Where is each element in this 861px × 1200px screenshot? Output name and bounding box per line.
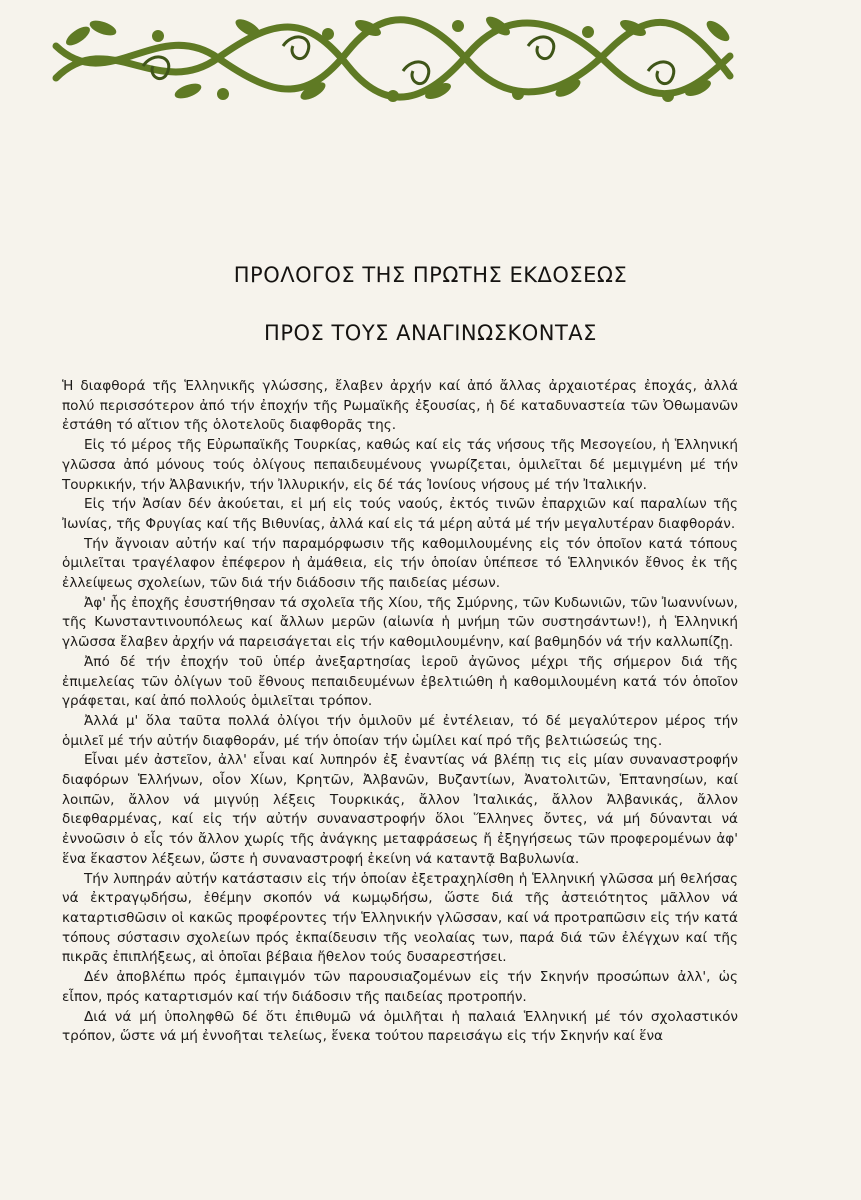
preface-body <box>62 377 738 1047</box>
paragraph: Δέν ἀποβλέπω πρός ἐμπαιγμόν τῶν παρουσιαζομένων εἰς τήν Σκηνήν προσώπων ἀλλ', ὡς εἶπον, πρός καταρτισμόν καί τήν διάδοσιν τῆς παιδείας προτροπήν. <box>62 969 738 1005</box>
paragraph: Τήν ἄγνοιαν αὐτήν καί τήν παραμόρφωσιν τῆς καθομιλουμένης εἰς τόν ὁποῖον κατά τόπους ὁμιλεῖται τραγέλαφον ἐπέφερον ἡ ἀμάθεια, εἰς τήν ὁποίαν ὑπέπεσε τό Ἑλληνικόν ἔθνος ἐκ τῆς ἐλλείψεως σχολείων, τῶν διά τήν διάδοσιν τῆς παιδείας μέσων. <box>62 535 738 592</box>
paragraph: Ἀφ' ἧς ἐποχῆς ἐσυστήθησαν τά σχολεῖα τῆς Χίου, τῆς Σμύρνης, τῶν Κυδωνιῶν, τῶν Ἰωαννίνων, τῆς Κωνσταντινουπόλεως καί ἄλλων μερῶν (αἰωνία ἡ μνήμη τῶν συστησάντων!), ἡ Ἑλληνική γλῶσσα ἔλαβεν ἀρχήν νά παρεισάγεται εἰς τήν καθομιλουμένην, καί βαθμηδόν νά τήν καλλωπίζῃ. <box>62 594 738 651</box>
paragraph: Εἶναι μέν ἀστεῖον, ἀλλ' εἶναι καί λυπηρόν ἐξ ἐναντίας νά βλέπῃ τις εἰς μίαν συναναστροφήν διαφόρων Ἑλλήνων, οἷον Χίων, Κρητῶν, Ἀλβανῶν, Βυζαντίων, Ἀνατολιτῶν, Ἑπτανησίων, καί λοιπῶν, ἄλλον νά μιγνύῃ λέξεις Τουρκικάς, ἄλλον Ἰταλικάς, ἄλλον Ἀλβανικάς, ἄλλον διεφθαρμένας, καί εἰς τήν αὐτήν συναναστροφήν ὅλοι Ἕλληνες ὄντες, νά μή δύνανται νά ἐννοῶσιν ὁ εἷς τόν ἄλλον χωρίς τῆς ἀνάγκης μεταφράσεως ἤ ἐξηγήσεως τῶν προφερομένων ἀφ' ἕνα ἕκαστον λέξεων, ὥστε ἡ συναναστροφή ἐκείνη νά καταντᾷ Βαβυλωνία. <box>62 752 738 867</box>
paragraph: Ἀπό δέ τήν ἐποχήν τοῦ ὑπέρ ἀνεξαρτησίας ἱεροῦ ἀγῶνος μέχρι τῆς σήμερον διά τῆς ἐπιμελείας τῶν ὀλίγων τοῦ ἔθνους πεπαιδευμένων ἐβελτιώθη ἡ καθομιλουμένη κατά τόν ὁποῖον γράφεται, καί ἀπό πολλούς ὁμιλεῖται τρόπον. <box>62 653 738 710</box>
paragraph: Διά νά μή ὑποληφθῶ δέ ὅτι ἐπιθυμῶ νά ὁμιλῆται ἡ παλαιά Ἑλληνική μέ τόν σχολαστικόν τρόπον, ὥστε νά μή ἐννοῆται τελείως, ἕνεκα τούτου παρεισάγω εἰς τήν Σκηνήν καί ἕνα <box>62 1008 738 1045</box>
paragraph: Εἰς τήν Ἀσίαν δέν ἀκούεται, εἰ μή εἰς τούς ναούς, ἐκτός τινῶν ἐπαρχιῶν καί παραλίων τῆς Ἰωνίας, τῆς Φρυγίας καί τῆς Βιθυνίας, ἀλλά καί εἰς τά μέρη αὐτά μέ τήν μεγαλυτέραν διαφθοράν. <box>62 496 738 532</box>
paragraph: Ἀλλά μ' ὅλα ταῦτα πολλά ὀλίγοι τήν ὁμιλοῦν μέ ἐντέλειαν, τό δέ μεγαλύτερον μέρος τήν ὁμιλεῖ μέ τήν αὐτήν διαφθοράν, μέ τήν ὁποίαν τήν ὡμίλει καί πρό τῆς βελτιώσεώς της. <box>62 712 738 749</box>
preface-subtitle: ΠΡΟΣ ΤΟΥΣ ΑΝΑΓΙΝΩΣΚΟΝΤΑΣ <box>264 321 597 345</box>
paragraph: Τήν λυπηράν αὐτήν κατάστασιν εἰς τήν ὁποίαν ἐξετραχηλίσθη ἡ Ἑλληνική γλῶσσα μή θελήσας νά ἐκτραγῳδήσω, ἐθέμην σκοπόν νά κωμῳδήσω, ὥστε διά τῆς ἀστειότητος μᾶλλον νά καταρτισθῶσιν οἱ κακῶς προφέροντες τήν Ἑλληνικήν γλῶσσαν, καί νά προτραπῶσιν εἰς τήν κατά τόπους σύστασιν σχολείων πρός ἐκπαίδευσιν τῆς νεολαίας των, παρά διά τῶν ἐλέγχων καί τῆς πικρᾶς ἐπιπλήξεως, αἱ ὁποῖαι βέβαια ἤθελον τούς δυσαρεστήσει. <box>62 870 738 966</box>
paragraph: Ἡ διαφθορά τῆς Ἑλληνικῆς γλώσσης, ἔλαβεν ἀρχήν καί ἀπό ἄλλας ἀρχαιοτέρας ἐποχάς, ἀλλά πολύ περισσότερον ἀπό τήν ἐποχήν τῆς Ρωμαϊκῆς ἐξουσίας, ἡ δέ καταδυναστεία τῶν Ὀθωμανῶν ἐστάθη τό αἴτιον τῆς ὁλοτελοῦς διαφθορᾶς της. <box>62 378 738 434</box>
vine-ornament-icon <box>48 6 738 106</box>
preface-title: ΠΡΟΛΟΓΟΣ ΤΗΣ ΠΡΩΤΗΣ ΕΚΔΟΣΕΩΣ <box>233 263 628 287</box>
paragraph: Εἰς τό μέρος τῆς Εὐρωπαϊκῆς Τουρκίας, καθώς καί εἰς τάς νήσους τῆς Μεσογείου, ἡ Ἑλληνική γλῶσσα ἀπό μόνους τούς ὀλίγους πεπαιδευμένους γνωρίζεται, ὁμιλεῖται δέ μεμιγμένη μέ τήν Τουρκικήν, τήν Ἀλβανικήν, τήν Ἰλλυρικήν, εἰς δέ τάς Ἰονίους νήσους μέ τήν Ἰταλικήν. <box>62 437 738 493</box>
